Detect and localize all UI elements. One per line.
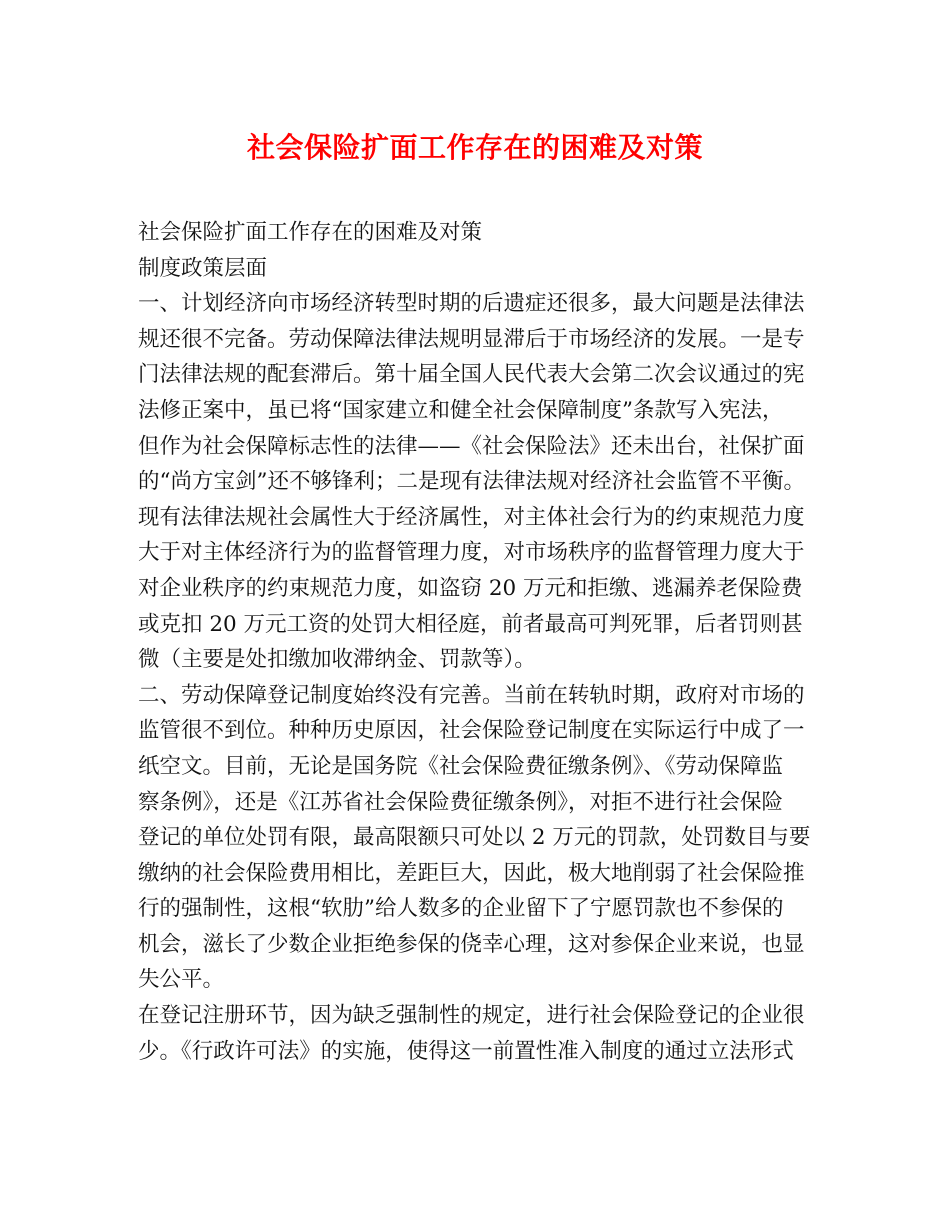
body-line: 一、计划经济向市场经济转型时期的后遗症还很多，最大问题是法律法 (138, 291, 805, 317)
body-line: 大于对主体经济行为的监督管理力度，对市场秩序的监督管理力度大于 (138, 540, 805, 566)
body-line: 登记的单位处罚有限，最高限额只可处以 2 万元的罚款，处罚数目与要 (138, 825, 811, 851)
body-line: 规还很不完备。劳动保障法律法规明显滞后于市场经济的发展。一是专 (138, 326, 805, 352)
body-line: 但作为社会保障标志性的法律——《社会保险法》还未出台，社保扩面 (138, 433, 805, 459)
body-line: 察条例》，还是《江苏省社会保险费征缴条例》，对拒不进行社会保险 (138, 789, 784, 815)
body-line: 微（主要是处扣缴加收滞纳金、罚款等）。 (138, 647, 536, 673)
body-line: 社会保险扩面工作存在的困难及对策 (138, 220, 483, 245)
body-line: 纸空文。目前，无论是国务院《社会保险费征缴条例》、《劳动保障监 (138, 753, 784, 779)
body-line: 监管很不到位。种种历史原因，社会保险登记制度在实际运行中成了一 (138, 718, 805, 744)
body-line: 现有法律法规社会属性大于经济属性，对主体社会行为的约束规范力度 (138, 504, 805, 530)
body-line: 制度政策层面 (138, 255, 268, 281)
body-line: 门法律法规的配套滞后。第十届全国人民代表大会第二次会议通过的宪 (138, 362, 805, 388)
body-line: 在登记注册环节，因为缺乏强制性的规定，进行社会保险登记的企业很 (138, 1003, 805, 1029)
body-line: 或克扣 20 万元工资的处罚大相径庭，前者最高可判死罪，后者罚则甚 (138, 611, 803, 637)
body-line: 二、劳动保障登记制度始终没有完善。当前在转轨时期，政府对市场的 (138, 682, 805, 708)
body-line: 行的强制性，这根“软肋”给人数多的企业留下了宁愿罚款也不参保的 (138, 896, 784, 922)
body-line: 少。《行政许可法》的实施，使得这一前置性准入制度的通过立法形式 (138, 1038, 794, 1064)
document-body (138, 215, 818, 1069)
body-line: 缴纳的社会保险费用相比，差距巨大，因此，极大地削弱了社会保险推 (138, 860, 805, 886)
body-line: 法修正案中，虽已将“国家建立和健全社会保障制度”条款写入宪法， (138, 397, 784, 423)
body-line: 失公平。 (138, 967, 225, 993)
body-line: 机会，滋长了少数企业拒绝参保的侥幸心理，这对参保企业来说，也显 (138, 931, 805, 957)
body-line: 的“尚方宝剑”还不够锋利；二是现有法律法规对经济社会监管不平衡。 (138, 469, 805, 495)
document-title: 社会保险扩面工作存在的困难及对策 (246, 131, 703, 164)
body-line: 对企业秩序的约束规范力度，如盗窃 20 万元和拒缴、逃漏养老保险费 (138, 575, 803, 601)
